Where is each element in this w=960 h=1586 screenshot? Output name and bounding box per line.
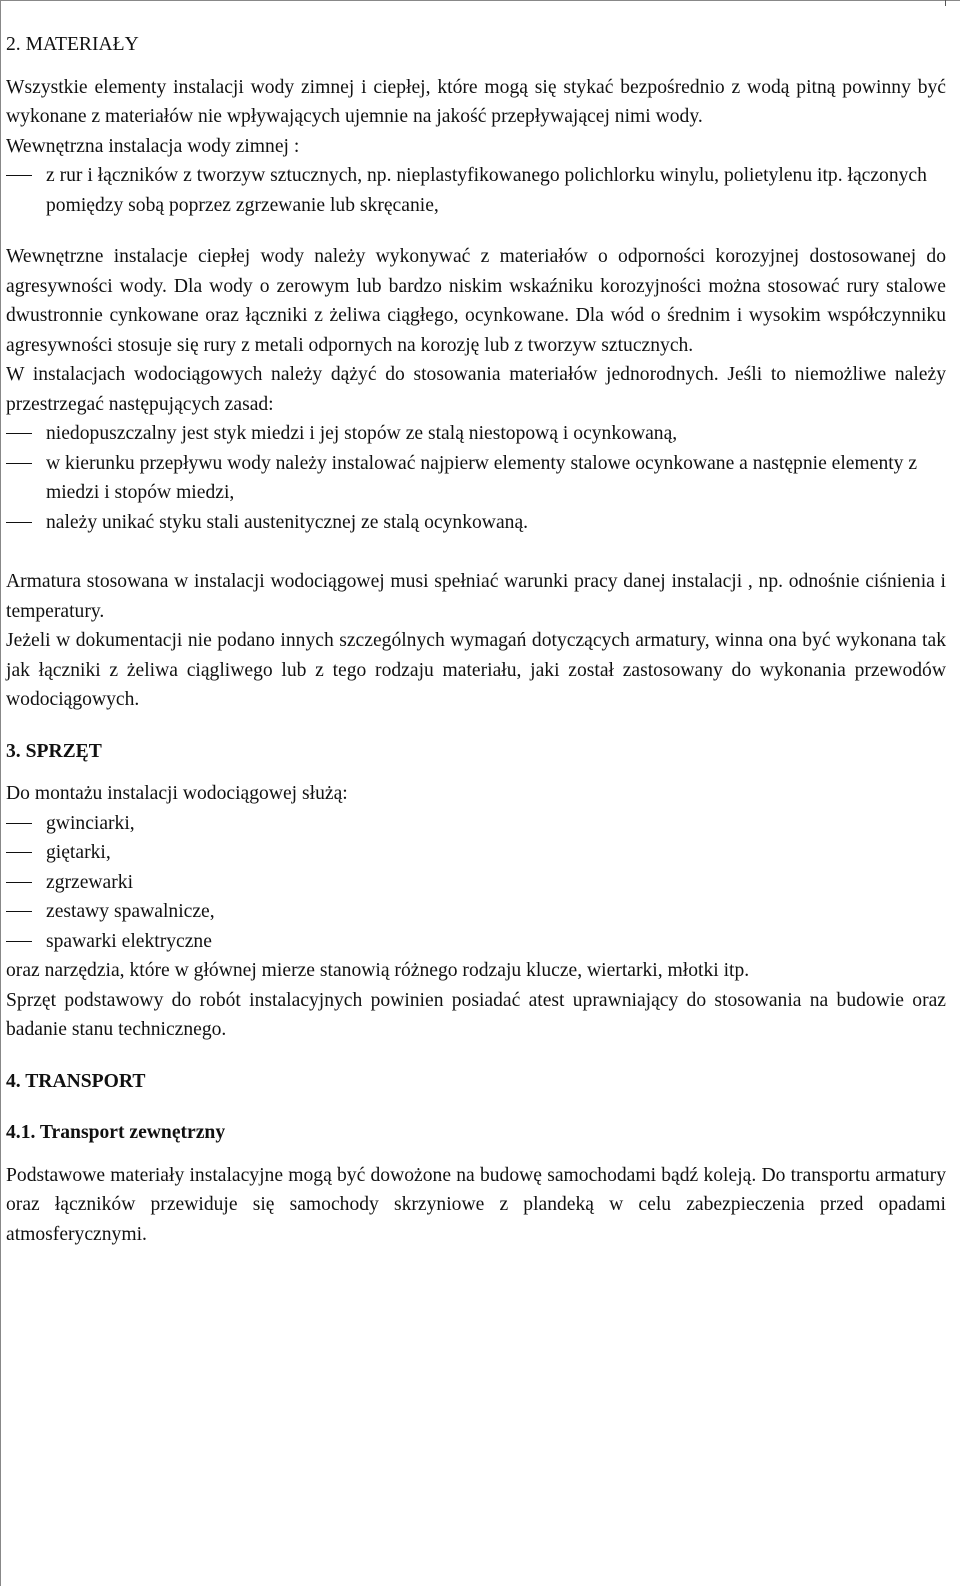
dash-bullet-icon [6,911,32,912]
armature-requirements-paragraph: Jeżeli w dokumentacji nie podano innych szczególnych wymagań dotyczących armatury, winna ona być wykonana tak jak łączniki z żeliwa ciągliwego lub z tego rodzaju materiału, jaki został zastosowany do wykonania przewodów wodociągowych. [6,630,946,710]
dash-bullet-icon [6,941,32,942]
list-item [6,809,946,839]
list-item-text: niedopuszczalny jest styk miedzi i jej stopów ze stalą niestopową i ocynkowaną, [46,423,678,444]
section-4-1-heading: 4.1. Transport zewnętrzny [6,1122,226,1143]
section-2-heading: 2. MATERIAŁY [6,34,139,55]
dash-bullet-icon [6,463,32,464]
section-4-heading: 4. TRANSPORT [6,1070,146,1092]
list-item [6,508,946,538]
list-item-text: w kierunku przepływu wody należy instalować najpierw elementy stalowe ocynkowane a następnie elementy z miedzi i stopów miedzi, [46,452,918,503]
transport-paragraph: Podstawowe materiały instalacyjne mogą być dowożone na budowę samochodami bądź koleją. Do transportu armatury oraz łączników przewiduje się samochody skrzyniowe z plandeką w celu zabezpieczenia przed opadami atmosferycznymi. [6,1164,946,1245]
list-item [6,161,946,220]
tools-continuation: oraz narzędzia, które w głównej mierze stanowią różnego rodzaju klucze, wiertarki, młotki itp. [6,960,750,981]
document-page [6,30,946,1249]
list-item-text: zgrzewarki [46,871,134,893]
section-3-heading: 3. SPRZĘT [6,740,102,762]
dash-bullet-icon [6,522,32,523]
list-item [6,449,946,508]
dash-bullet-icon [6,823,32,824]
dash-bullet-icon [6,175,32,176]
cold-water-label: Wewnętrzna instalacja wody zimnej : [6,135,300,157]
list-item-text: należy unikać styku stali austenitycznej ze stalą ocynkowaną. [46,511,529,533]
attestation-paragraph: Sprzęt podstawowy do robót instalacyjnych powinien posiadać atest uprawniający do stosowania na budowie oraz badanie stanu technicznego. [6,989,946,1040]
dash-bullet-icon [6,882,32,883]
list-item [6,838,946,868]
list-item-text: spawarki elektryczne [46,930,212,952]
page-edge-mark [945,0,946,6]
armature-paragraph: Armatura stosowana w instalacji wodociągowej musi spełniać warunki pracy danej instalacji , np. odnośnie ciśnienia i temperatury. [6,571,946,622]
uniform-materials-paragraph: W instalacjach wodociągowych należy dążyć do stosowania materiałów jednorodnych. Jeśli to niemożliwe należy przestrzegać następujących zasad: [6,364,946,415]
dash-bullet-icon [6,852,32,853]
list-item [6,927,946,957]
list-item-text: zestawy spawalnicze, [46,901,215,922]
list-item [6,897,946,927]
list-item [6,868,946,898]
dash-bullet-icon [6,433,32,434]
list-item-text: giętarki, [46,842,111,863]
list-item-text: gwinciarki, [46,812,135,834]
list-item-text: z rur i łączników z tworzyw sztucznych, np. nieplastyfikowanego polichlorku winylu, polietylenu itp. łączonych pomiędzy sobą poprzez zgrzewanie lub skręcanie, [46,165,927,216]
list-item [6,419,946,449]
materials-intro: Wszystkie elementy instalacji wody zimnej i ciepłej, które mogą się stykać bezpośrednio z wodą pitną powinny być wykonane z materiałów nie wpływających ujemnie na jakość przepływającej nimi wody. [6,76,946,127]
equipment-intro: Do montażu instalacji wodociągowej służą: [6,783,348,804]
hot-water-paragraph: Wewnętrzne instalacje ciepłej wody należy wykonywać z materiałów o odporności korozyjnej dostosowanej do agresywności wody. Dla wody o zerowym lub bardzo niskim wskaźniku korozyjności można stosować rury stalowe dwustronnie cynkowane oraz łączniki z żeliwa ciągłego, ocynkowane. Dla wód o średnim i wysokim współczynniku agresywności stosuje się rury z metali odpornych na korozję lub z tworzyw sztucznych. [6,246,946,356]
